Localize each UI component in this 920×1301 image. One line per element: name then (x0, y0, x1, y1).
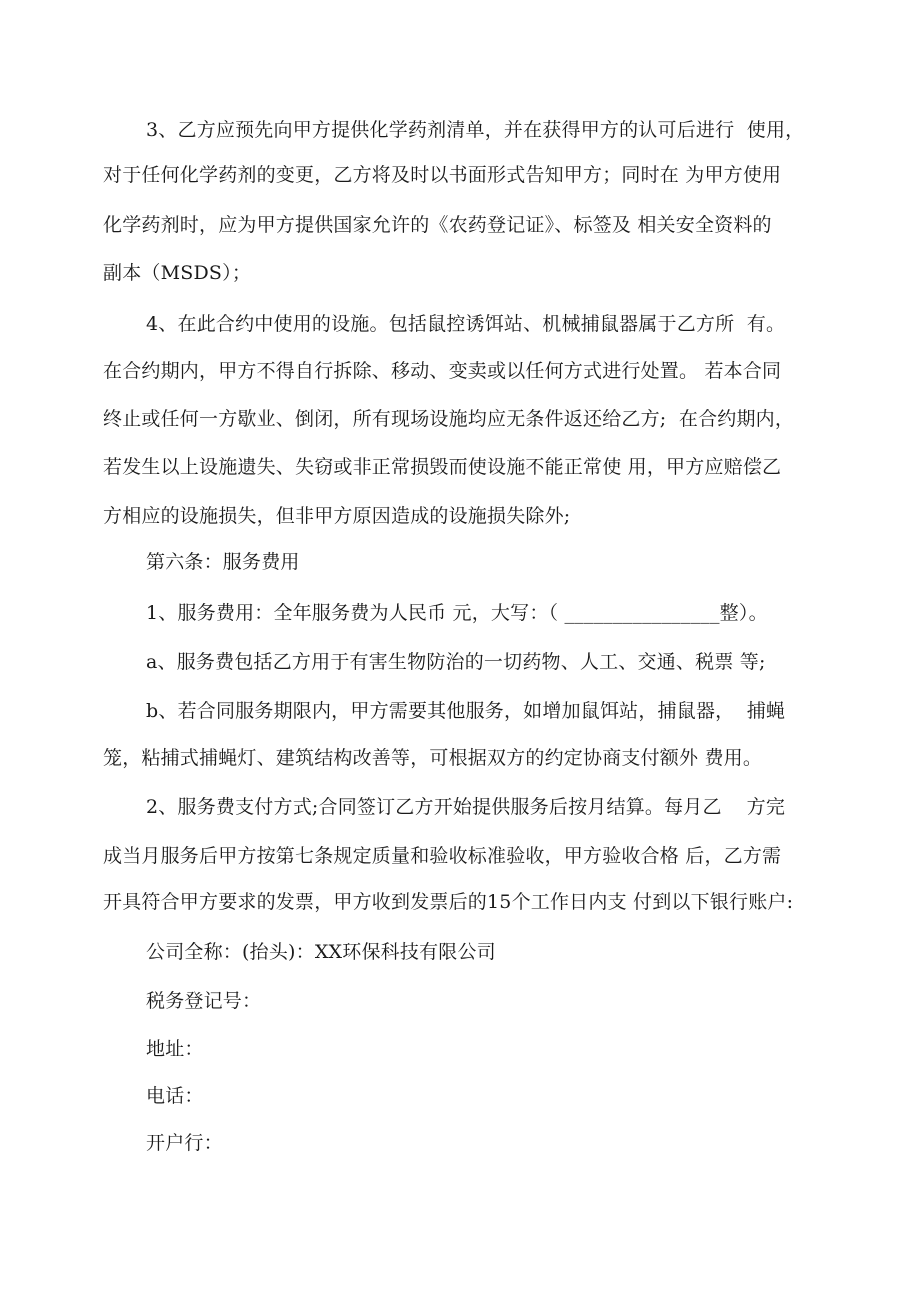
address: 地址： (146, 1038, 204, 1060)
fee-clause-b-line-2: 笼，粘捕式捕蝇灯、建筑结构改善等，可根据双方的约定协商支付额外 费用。 (103, 747, 763, 769)
clause-3-line-3: 化学药剂时，应为甲方提供国家允许的《农药登记证》、标签及 相关安全资料的 (103, 214, 772, 236)
payment-line-2: 成当月服务后甲方按第七条规定质量和验收标准验收，甲方验收合格 后，乙方需 (103, 845, 782, 867)
clause-4-line-1: 4、在此合约中使用的设施。包括鼠控诱饵站、机械捕鼠器属于乙方所 有。 (146, 313, 786, 335)
article-6-heading: 第六条：服务费用 (146, 551, 300, 573)
fee-clause-a: a、服务费包括乙方用于有害生物防治的一切药物、人工、交通、税票 等; (146, 651, 766, 673)
bank: 开户行： (146, 1132, 223, 1154)
clause-3-line-4: 副本（MSDS）； (103, 262, 252, 284)
fee-clause-1: 1、服务费用：全年服务费为人民币 元，大写：（ ________________整）。 (146, 602, 768, 624)
phone: 电话： (146, 1085, 204, 1107)
company-name: 公司全称：(抬头)：XX环保科技有限公司 (146, 941, 496, 963)
clause-3-line-2: 对于任何化学药剂的变更，乙方将及时以书面形式告知甲方；同时在 为甲方使用 (103, 164, 782, 186)
fee-clause-b-line-1: b、若合同服务期限内，甲方需要其他服务，如增加鼠饵站，捕鼠器， 捕蝇 (146, 700, 786, 722)
clause-4-line-4: 若发生以上设施遗失、失窃或非正常损毁而使设施不能正常使 用，甲方应赔偿乙 (103, 456, 782, 478)
clause-3-line-1: 3、乙方应预先向甲方提供化学药剂清单，并在获得甲方的认可后进行 使用， (146, 119, 805, 141)
clause-4-line-5: 方相应的设施损失，但非甲方原因造成的设施损失除外; (103, 505, 571, 527)
clause-4-line-3: 终止或任何一方歇业、倒闭，所有现场设施均应无条件返还给乙方; 在合约期内， (103, 408, 795, 430)
payment-line-1: 2、服务费支付方式;合同签订乙方开始提供服务后按月结算。每月乙 方完 (146, 796, 786, 818)
clause-4-line-2: 在合约期内，甲方不得自行拆除、移动、变卖或以任何方式进行处置。 若本合同 (103, 360, 782, 382)
tax-registration-number: 税务登记号： (146, 990, 262, 1012)
payment-line-3: 开具符合甲方要求的发票，甲方收到发票后的15个工作日内支 付到以下银行账户: (103, 891, 794, 913)
